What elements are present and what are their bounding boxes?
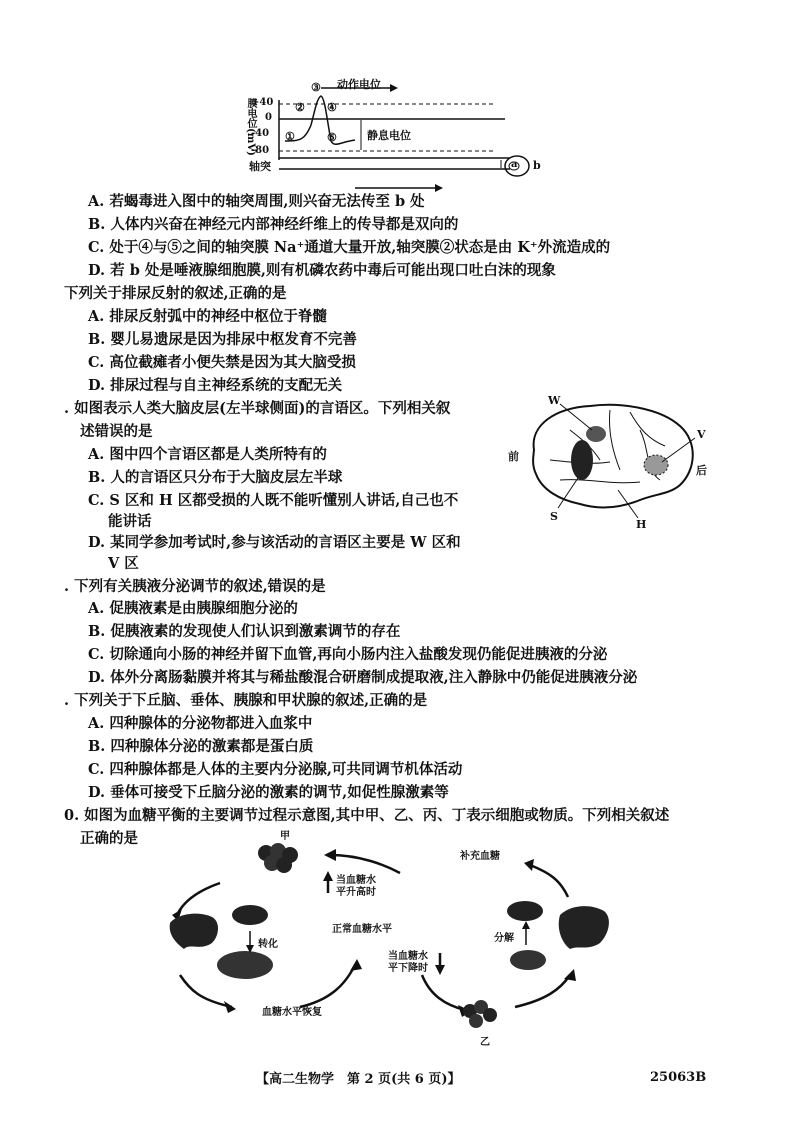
tick-plus40: +40 bbox=[251, 97, 274, 108]
tick-minus40: -40 bbox=[251, 128, 270, 139]
glucose-label-rise-2: 平升高时 bbox=[336, 887, 376, 898]
q7-option-c-cont: 能讲话 bbox=[108, 513, 152, 530]
synapse-a-label: a bbox=[511, 159, 518, 170]
q6-option-b: B. 婴儿易遗尿是因为排尿中枢发育不完善 bbox=[88, 331, 357, 348]
brain-label-h: H bbox=[636, 518, 647, 531]
prev-option-c: C. 处于④与⑤之间的轴突膜 Na⁺通道大量开放,轴突膜②状态是由 K⁺外流造成的 bbox=[88, 239, 611, 256]
q10-stem-line2: 正确的是 bbox=[80, 830, 138, 847]
q6-option-a: A. 排尿反射弧中的神经中枢位于脊髓 bbox=[88, 308, 327, 325]
q8-option-c: C. 切除通向小肠的神经并留下血管,再向小肠内注入盐酸发现仍能促进胰液的分泌 bbox=[88, 646, 608, 663]
brain-diagram bbox=[500, 390, 720, 530]
marker-2: ② bbox=[295, 101, 305, 114]
brain-label-w: W bbox=[548, 394, 561, 407]
prev-option-a: A. 若蝎毒进入图中的轴突周围,则兴奋无法传至 b 处 bbox=[88, 193, 425, 210]
glucose-label-fall-1: 当血糖水 bbox=[388, 951, 428, 962]
blood-glucose-diagram bbox=[160, 825, 620, 1050]
brain-label-s: S bbox=[550, 510, 558, 523]
q7-option-a: A. 图中四个言语区都是人类所特有的 bbox=[88, 446, 327, 463]
tick-minus80: -80 bbox=[251, 145, 270, 156]
marker-4: ④ bbox=[327, 101, 337, 114]
q7-option-d: D. 某同学参加考试时,参与该活动的言语区主要是 W 区和 bbox=[88, 534, 461, 551]
glucose-label-yi: 乙 bbox=[480, 1037, 490, 1048]
glucose-label-jia: 甲 bbox=[280, 831, 290, 842]
brain-label-back: 后 bbox=[696, 464, 707, 477]
membrane-potential-figure bbox=[245, 70, 555, 195]
q7-stem-line2: 述错误的是 bbox=[80, 423, 153, 440]
q7-stem-line1: . 如图表示人类大脑皮层(左半球侧面)的言语区。下列相关叙 bbox=[64, 400, 451, 417]
brain-label-front: 前 bbox=[508, 450, 519, 463]
q7-option-d-cont: V 区 bbox=[108, 555, 139, 572]
q9-option-a: A. 四种腺体的分泌物都进入血浆中 bbox=[88, 715, 313, 732]
q6-option-d: D. 排尿过程与自主神经系统的支配无关 bbox=[88, 377, 343, 394]
marker-1: ① bbox=[285, 130, 295, 143]
prev-option-b: B. 人体内兴奋在神经元内部神经纤维上的传导都是双向的 bbox=[88, 216, 459, 233]
tick-0: 0 bbox=[265, 112, 272, 123]
q6-option-c: C. 高位截瘫者小便失禁是因为其大脑受损 bbox=[88, 354, 356, 371]
axon-label: 轴突 bbox=[249, 160, 271, 173]
glucose-label-decompose: 分解 bbox=[494, 933, 514, 944]
brain-figure bbox=[500, 390, 720, 530]
y-axis-label: 膜电位(mV) bbox=[245, 98, 256, 156]
synapse-b-label: b bbox=[533, 159, 541, 172]
q9-option-c: C. 四种腺体都是人体的主要内分泌腺,可共同调节机体活动 bbox=[88, 761, 463, 778]
q6-stem: 下列关于排尿反射的叙述,正确的是 bbox=[64, 285, 287, 302]
q8-option-b: B. 促胰液素的发现使人们认识到激素调节的存在 bbox=[88, 623, 401, 640]
glucose-label-recover: 血糖水平恢复 bbox=[262, 1007, 322, 1018]
glucose-label-rise-1: 当血糖水 bbox=[336, 875, 376, 886]
q8-option-a: A. 促胰液素是由胰腺细胞分泌的 bbox=[88, 600, 298, 617]
glucose-label-normal: 正常血糖水平 bbox=[332, 924, 392, 935]
q7-option-b: B. 人的言语区只分布于大脑皮层左半球 bbox=[88, 469, 343, 486]
q10-stem-line1: 0. 如图为血糖平衡的主要调节过程示意图,其中甲、乙、丙、丁表示细胞或物质。下列相关叙述 bbox=[64, 807, 670, 824]
q8-stem: . 下列有关胰液分泌调节的叙述,错误的是 bbox=[64, 578, 326, 595]
q9-stem: . 下列关于下丘脑、垂体、胰腺和甲状腺的叙述,正确的是 bbox=[64, 692, 428, 709]
glucose-label-fall-2: 平下降时 bbox=[388, 963, 428, 974]
glucose-label-convert: 转化 bbox=[258, 939, 278, 950]
footer-page-info: 【高二生物学 第 2 页(共 6 页)】 bbox=[256, 1072, 461, 1087]
blood-glucose-figure bbox=[160, 825, 620, 1050]
footer-code: 25063B bbox=[650, 1070, 707, 1085]
q7-option-c: C. S 区和 H 区都受损的人既不能听懂别人讲话,自己也不 bbox=[88, 492, 459, 509]
brain-label-v: V bbox=[697, 428, 706, 441]
resting-potential-label: 静息电位 bbox=[367, 129, 411, 142]
action-potential-label: 动作电位 bbox=[337, 78, 381, 91]
glucose-label-supplement: 补充血糖 bbox=[460, 851, 500, 862]
prev-option-d: D. 若 b 处是唾液腺细胞膜,则有机磷农药中毒后可能出现口吐白沫的现象 bbox=[88, 262, 556, 279]
q8-option-d: D. 体外分离肠黏膜并将其与稀盐酸混合研磨制成提取液,注入静脉中仍能促进胰液分泌 bbox=[88, 669, 638, 686]
q9-option-d: D. 垂体可接受下丘脑分泌的激素的调节,如促性腺激素等 bbox=[88, 784, 449, 801]
marker-5: ⑤ bbox=[327, 131, 337, 144]
marker-3: ③ bbox=[311, 81, 321, 94]
q9-option-b: B. 四种腺体分泌的激素都是蛋白质 bbox=[88, 738, 314, 755]
